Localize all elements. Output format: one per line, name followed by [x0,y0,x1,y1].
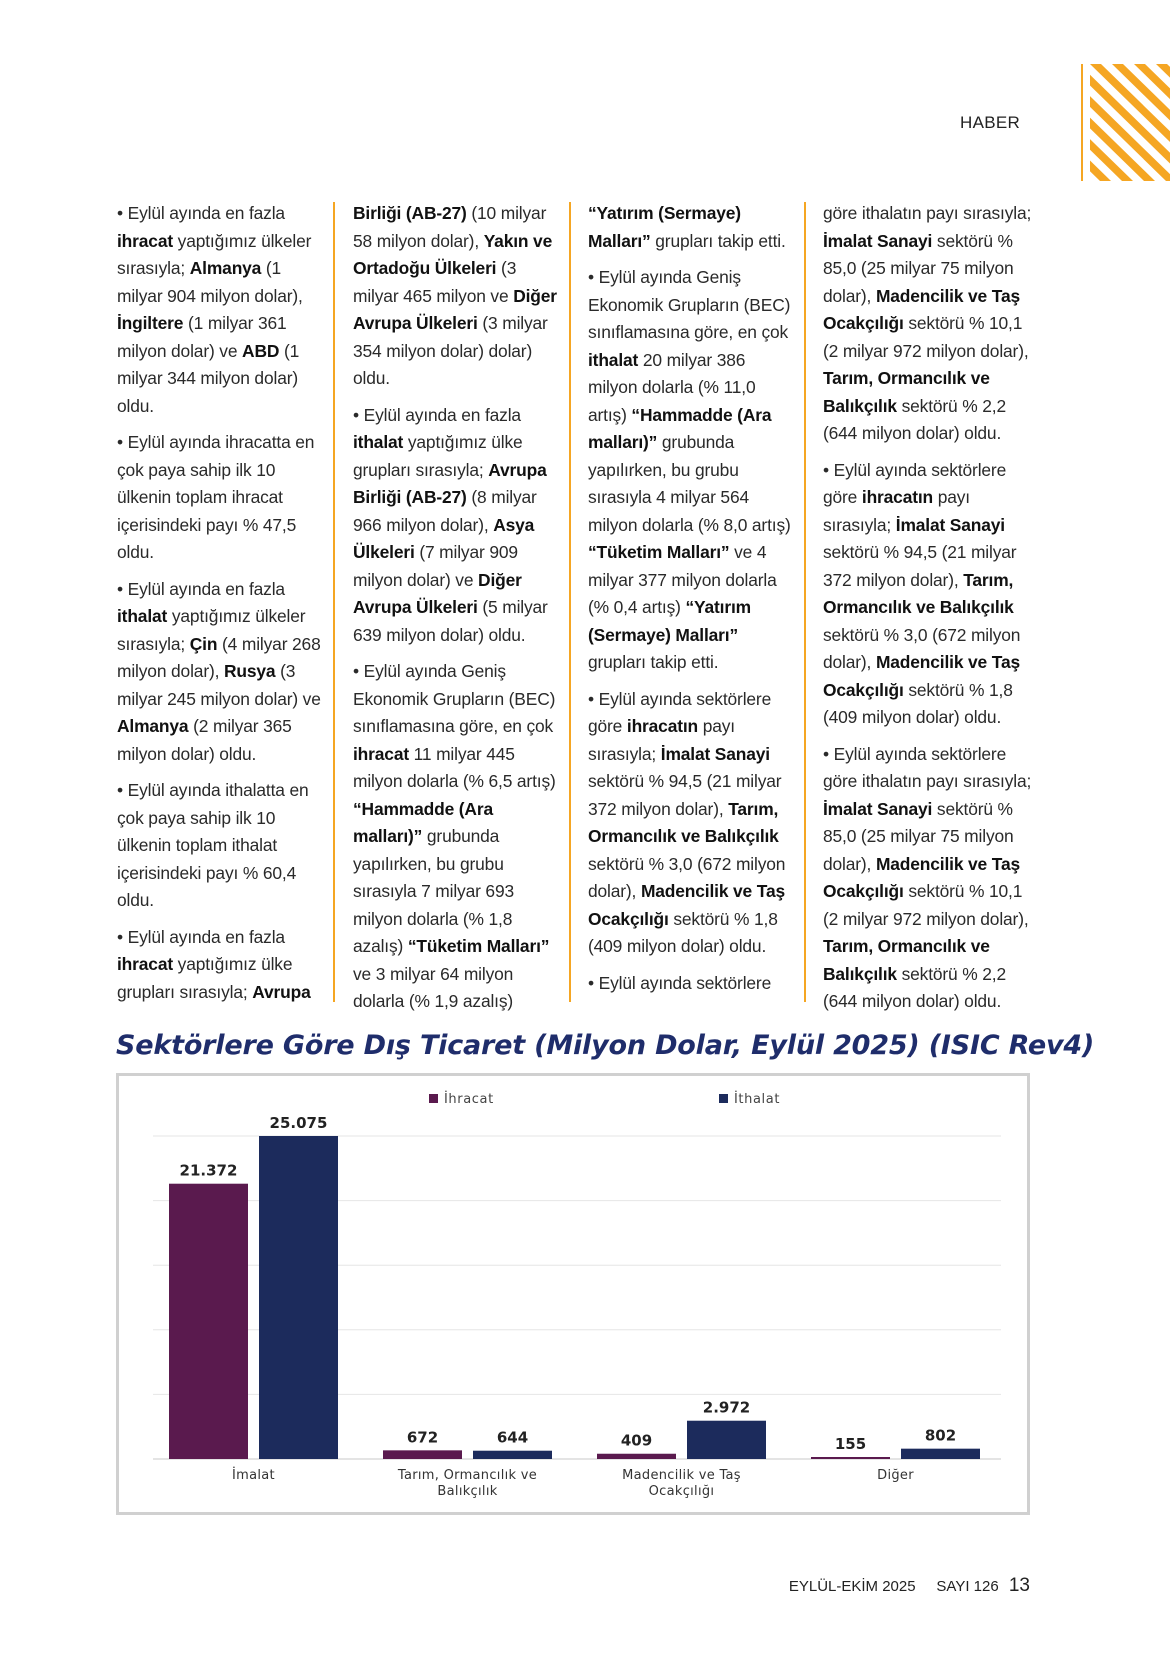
bold-text: Tarım, Ormancılık ve Balıkçılık [823,368,990,416]
bar [811,1457,890,1459]
paragraph [588,970,798,998]
bold-text: Almanya [189,258,262,278]
bold-text: İmalat Sanayi [660,743,770,764]
category-label: Balıkçılık [437,1484,498,1499]
bold-text: Asya Ülkeleri [353,514,535,562]
text-run: yaptığımız ülkeler sırasıyla; [117,606,306,654]
text-run: (5 milyar 639 milyon dolar) oldu. [353,597,548,645]
paragraph [117,777,327,915]
text-column-3 [588,200,798,1006]
legend-label: İhracat [444,1092,494,1107]
text-run: (3 milyar 354 milyon dolar) dolar) oldu. [353,313,548,388]
bold-text: “Tüketim Malları” [407,936,550,956]
bold-text: Madencilik ve Taş Ocakçılığı [823,285,1020,333]
data-label: 21.372 [179,1161,238,1180]
bold-text: Diğer Avrupa Ülkeleri [353,569,522,617]
bold-text: “Hammadde (Ara malları)” [353,798,493,846]
bar [597,1454,676,1459]
text-run: grubunda yapılırken, bu grubu sırasıyla 7 milyar 693 milyon dolarla (% 1,8 azalış) [353,826,515,956]
text-run: grupları takip etti. [588,652,719,672]
text-run: yaptığımız ülke grupları sırasıyla; [353,432,523,480]
text-run: sektörü % 1,8 (409 milyon dolar) oldu. [588,908,778,956]
bold-text: ihracat [353,743,409,764]
text-run: • Eylül ayında sektörlere göre [823,459,1007,507]
header-divider [1081,64,1083,181]
text-run: • Eylül ayında ithalatta en çok paya sahip ilk 10 ülkenin toplam ithalat içerisindeki payı % 60,4 oldu. [117,780,309,910]
bold-text: Rusya [223,661,276,681]
text-run: grupları takip etti. [650,230,786,251]
bold-text: ithalat [588,349,639,370]
paragraph [588,686,798,961]
chart-title: Sektörlere Göre Dış Ticaret (Milyon Dolar, Eylül 2025) (ISIC Rev4) [116,1030,1095,1061]
bold-text: İngiltere [117,313,184,333]
bold-text: Diğer Avrupa Ülkeleri [353,285,557,333]
text-run: (3 milyar 245 milyon dolar) ve [117,661,321,709]
text-run: sektörü % 2,2 (644 milyon dolar) oldu. [823,963,1006,1011]
column-divider [569,202,571,1002]
text-column-4 [823,200,1033,1025]
paragraph [353,658,563,1016]
text-run: (2 milyar 365 milyon dolar) oldu. [117,716,292,764]
bold-text: Tarım, Ormancılık ve Balıkçılık [823,569,1014,617]
data-label: 409 [620,1431,653,1450]
bar [169,1184,248,1459]
bold-text: ihracat [117,230,173,251]
bold-text: ihracatın [861,487,934,507]
text-run: göre ithalatın payı sırasıyla; [823,203,1032,223]
bold-text: “Yatırım (Sermaye) Malları” [588,203,741,251]
text-run: sektörü % 3,0 (672 milyon dolar), [588,853,786,901]
text-run: (1 milyar 344 milyon dolar) oldu. [117,340,300,416]
text-run: sektörü % 1,8 (409 milyon dolar) oldu. [823,679,1013,727]
text-run: (4 milyar 268 milyon dolar), [117,633,321,681]
category-label: İmalat [232,1468,275,1483]
chart-frame [116,1073,1030,1515]
bar [383,1450,462,1459]
text-run: (3 milyar 465 milyon ve [353,258,517,306]
legend-swatch [719,1094,728,1103]
text-run: sektörü % 10,1 (2 milyar 972 milyon dolar), [823,313,1029,361]
category-label: Tarım, Ormancılık ve [397,1468,538,1483]
text-run: • Eylül ayında sektörlere göre [588,688,772,736]
issue-number: SAYI 126 [936,1578,999,1595]
text-run: ve 4 milyar 377 milyon dolarla (% 0,4 artış) [588,542,777,617]
bold-text: Almanya [117,716,189,736]
bold-text: “Hammadde (Ara malları)” [588,404,772,452]
bold-text: Avrupa Birliği (AB-27) [353,459,547,507]
text-run: • Eylül ayında en fazla [353,404,521,425]
paragraph [823,457,1033,732]
bar [687,1421,766,1459]
text-run: • Eylül ayında ihracatta en çok paya sahip ilk 10 ülkenin toplam ihracat içerisindeki payı % 47,5 oldu. [117,432,315,562]
text-run: sektörü % 94,5 (21 milyar 372 milyon dolar), [823,542,1017,590]
text-run: ve 3 milyar 64 milyon dolarla (% 1,9 azalış) [353,963,514,1011]
text-run: • Eylül ayında Geniş Ekonomik Grupların (BEC) sınıflamasına göre, en çok [353,661,556,736]
text-column-1 [117,200,327,1015]
bold-text: İmalat Sanayi [895,514,1005,535]
paragraph [117,200,327,420]
data-label: 644 [496,1428,529,1447]
text-run: • Eylül ayında sektörlere [588,972,772,993]
bar [473,1451,552,1459]
data-label: 2.972 [702,1398,751,1417]
text-run: • Eylül ayında sektörlere göre ithalatın payı sırasıyla; [823,743,1032,791]
bold-text: Çin [189,633,218,654]
section-label: HABER [960,113,1021,132]
bold-text: Birliği (AB-27) [353,203,467,223]
text-run: • Eylül ayında en fazla [117,926,285,947]
text-run: 20 milyar 386 milyon dolarla (% 11,0 artış) [588,349,756,425]
page-footer [780,1575,1030,1597]
bold-text: “Yatırım (Sermaye) Malları” [588,597,751,645]
paragraph [588,200,798,255]
category-label: Ocakçılığı [648,1484,715,1499]
data-label: 155 [834,1435,867,1453]
text-run: 11 milyar 445 milyon dolarla (% 6,5 artış) [353,743,556,791]
paragraph [823,741,1033,1016]
paragraph [353,402,563,650]
bold-text: Tarım, Ormancılık ve Balıkçılık [588,798,779,846]
paragraph [823,200,1033,448]
issue-date: EYLÜL-EKİM 2025 [788,1578,916,1595]
paragraph [117,429,327,567]
paragraph [117,576,327,769]
text-run: payı sırasıyla; [588,716,735,764]
column-divider [804,202,806,1002]
data-label: 802 [924,1426,957,1445]
stripe-shape [1090,64,1155,181]
bar [901,1449,980,1459]
text-run: (10 milyar 58 milyon dolar), [353,203,547,251]
bold-text: İmalat Sanayi [823,230,933,251]
text-run: sektörü % 85,0 (25 milyar 75 milyon dolar), [823,798,1014,874]
bold-text: ithalat [117,606,168,626]
paragraph [353,200,563,393]
text-run: (8 milyar 966 milyon dolar), [353,487,537,535]
text-run: • Eylül ayında en fazla [117,578,285,599]
text-run: sektörü % 3,0 (672 milyon dolar), [823,624,1021,672]
bold-text: ihracatın [626,716,699,736]
page-number: 13 [1008,1575,1030,1596]
bold-text: Madencilik ve Taş Ocakçılığı [823,853,1020,901]
text-column-2 [353,200,563,1025]
paragraph [117,924,327,1007]
text-run: grubunda yapılırken, bu grubu sırasıyla 4 milyar 564 milyon dolarla (% 8,0 artış) [588,432,791,535]
column-divider [333,202,335,1002]
bar [259,1136,338,1459]
legend-swatch [429,1094,438,1103]
bold-text: Yakın ve Ortadoğu Ülkeleri [353,230,553,278]
bold-text: “Tüketim Malları” [588,542,730,562]
text-run: yaptığımız ülkeler sırasıyla; [117,230,312,278]
bold-text: Avrupa [252,981,311,1002]
text-run: sektörü % 85,0 (25 milyar 75 milyon dolar), [823,230,1014,306]
category-label: Madencilik ve Taş [622,1468,741,1483]
paragraph [588,264,798,677]
text-run: sektörü % 10,1 (2 milyar 972 milyon dolar), [823,881,1029,929]
text-run: sektörü % 2,2 (644 milyon dolar) oldu. [823,395,1006,443]
legend-label: İthalat [734,1092,781,1107]
bold-text: ihracat [117,954,173,974]
category-label: Diğer [877,1468,914,1483]
bold-text: Madencilik ve Taş Ocakçılığı [823,652,1020,700]
data-label: 25.075 [269,1114,328,1132]
bold-text: Tarım, Ormancılık ve Balıkçılık [823,936,990,984]
stripe-logo-icon [1090,64,1170,181]
text-run: (1 milyar 904 milyon dolar), [117,258,303,306]
text-run: (7 milyar 909 milyon dolar) ve [353,542,518,590]
bold-text: Madencilik ve Taş Ocakçılığı [588,881,785,929]
text-run: sektörü % 94,5 (21 milyar 372 milyon dolar), [588,771,782,819]
text-run: yaptığımız ülke grupları sırasıyla; [117,954,293,1002]
bold-text: İmalat Sanayi [823,798,933,819]
bold-text: ABD [242,340,280,361]
data-label: 672 [406,1428,439,1447]
bar-chart [119,1076,1027,1512]
text-run: • Eylül ayında en fazla [117,203,285,223]
bold-text: ithalat [353,432,404,452]
text-run: (1 milyar 361 milyon dolar) ve [117,313,287,361]
text-run: • Eylül ayında Geniş Ekonomik Grupların (BEC) sınıflamasına göre, en çok [588,267,791,342]
text-run: payı sırasıyla; [823,487,970,535]
